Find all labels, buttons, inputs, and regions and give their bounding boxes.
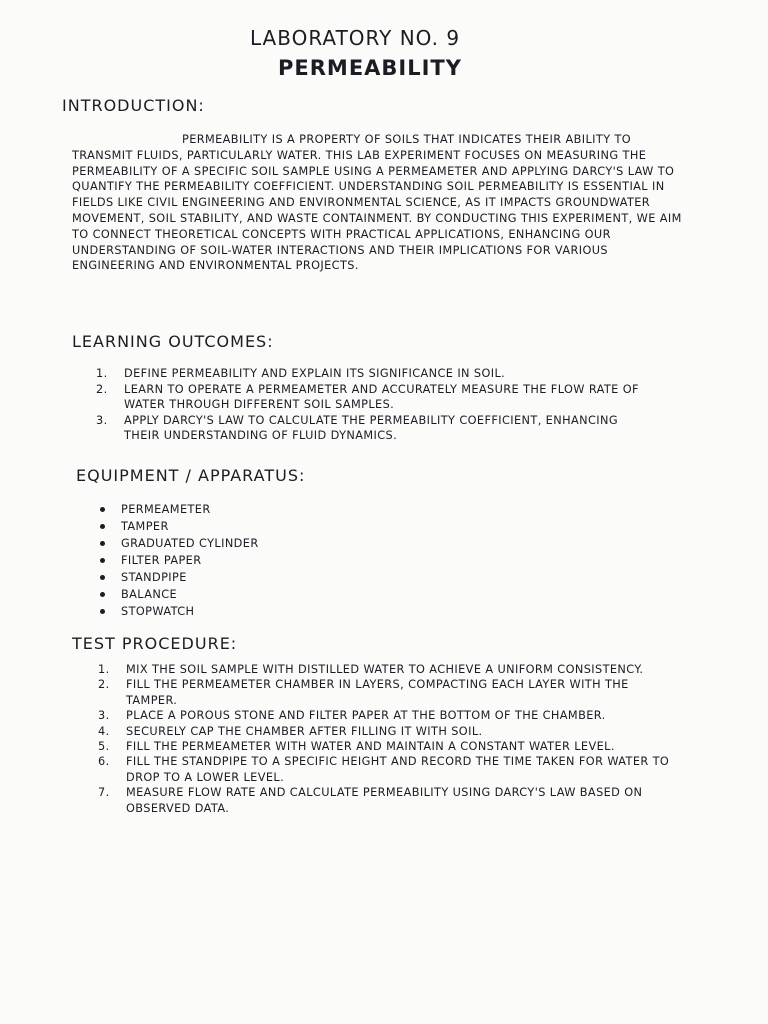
procedure-step: [98, 677, 678, 708]
bullet-icon: [100, 609, 105, 614]
step-text: MEASURE FLOW RATE AND CALCULATE PERMEABILITY USING DARCY'S LAW BASED ON OBSERVED DATA.: [126, 786, 643, 815]
equipment-name: PERMEAMETER: [121, 503, 211, 516]
equipment-list: [100, 501, 400, 620]
lab-number-title: LABORATORY NO. 9: [249, 26, 461, 50]
procedure-step: [98, 739, 678, 754]
equipment-heading: EQUIPMENT / APPARATUS:: [76, 466, 306, 485]
step-number: 5.: [98, 740, 110, 754]
item-number: 3.: [96, 413, 108, 427]
step-number: 7.: [98, 786, 110, 800]
step-text: FILL THE PERMEAMETER CHAMBER IN LAYERS, COMPACTING EACH LAYER WITH THE TAMPER.: [126, 678, 629, 707]
item-text: DEFINE PERMEABILITY AND EXPLAIN ITS SIGNIFICANCE IN SOIL.: [124, 367, 506, 380]
procedure-list: [98, 662, 678, 816]
step-text: FILL THE STANDPIPE TO A SPECIFIC HEIGHT AND RECORD THE TIME TAKEN FOR WATER TO DROP TO A LOWER LEVEL.: [126, 755, 670, 784]
equipment-item: [100, 518, 400, 535]
equipment-name: TAMPER: [121, 520, 169, 533]
procedure-step: [98, 708, 678, 723]
equipment-name: BALANCE: [121, 588, 178, 601]
bullet-icon: [100, 592, 105, 597]
document-title: PERMEABILITY: [278, 56, 462, 80]
bullet-icon: [100, 541, 105, 546]
step-number: 4.: [98, 724, 110, 738]
procedure-step: [98, 724, 678, 739]
procedure-step: [98, 662, 678, 677]
item-number: 2.: [96, 382, 108, 396]
equipment-item: [100, 569, 400, 586]
learning-outcome-item: [96, 413, 656, 444]
introduction-text: PERMEABILITY IS A PROPERTY OF SOILS THAT INDICATES THEIR ABILITY TO TRANSMIT FLUIDS, PARTICULARLY WATER. THIS LAB EXPERIMENT FOCUSES ON MEASURING THE PERMEABILITY OF A SPECIFIC SOIL SAMPLE USING A PERMEAMETER AND APPLYING DARCY'S LAW TO QUANTIFY THE PERMEABILITY COEFFICIENT. UNDERSTANDING SOIL PERMEABILITY IS ESSENTIAL IN FIELDS LIKE CIVIL ENGINEERING AND ENVIRONMENTAL SCIENCE, AS IT IMPACTS GROUNDWATER MOVEMENT, SOIL STABILITY, AND WASTE CONTAINMENT. BY CONDUCTING THIS EXPERIMENT, WE AIM TO CONNECT THEORETICAL CONCEPTS WITH PRACTICAL APPLICATIONS, ENHANCING OUR UNDERSTANDING OF SOIL-WATER INTERACTIONS AND THEIR IMPLICATIONS FOR VARIOUS ENGINEERING AND ENVIRONMENTAL PROJECTS.: [72, 133, 682, 273]
bullet-icon: [100, 575, 105, 580]
learning-outcome-item: [96, 366, 656, 382]
equipment-item: [100, 501, 400, 518]
item-text: APPLY DARCY'S LAW TO CALCULATE THE PERMEABILITY COEFFICIENT, ENHANCING THEIR UNDERSTANDING OF FLUID DYNAMICS.: [124, 413, 618, 442]
learning-outcomes-heading: LEARNING OUTCOMES:: [72, 332, 274, 351]
procedure-step: [98, 754, 678, 785]
item-number: 1.: [96, 367, 108, 380]
step-text: FILL THE PERMEAMETER WITH WATER AND MAINTAIN A CONSTANT WATER LEVEL.: [126, 740, 615, 754]
step-number: 6.: [98, 755, 110, 769]
equipment-item: [100, 603, 400, 620]
introduction-paragraph: [72, 132, 692, 274]
equipment-item: [100, 535, 400, 552]
bullet-icon: [100, 524, 105, 529]
procedure-heading: TEST PROCEDURE:: [72, 634, 238, 653]
equipment-name: GRADUATED CYLINDER: [121, 537, 259, 550]
step-number: 2.: [98, 678, 110, 692]
equipment-item: [100, 586, 400, 603]
introduction-heading: INTRODUCTION:: [62, 96, 205, 115]
item-text: LEARN TO OPERATE A PERMEAMETER AND ACCURATELY MEASURE THE FLOW RATE OF WATER THROUGH DIFFERENT SOIL SAMPLES.: [124, 382, 639, 411]
bullet-icon: [100, 558, 105, 563]
equipment-name: FILTER PAPER: [121, 554, 202, 567]
equipment-item: [100, 552, 400, 569]
learning-outcome-item: [96, 382, 656, 413]
procedure-step: [98, 785, 678, 816]
equipment-name: STOPWATCH: [121, 605, 195, 618]
step-number: 1.: [98, 663, 110, 676]
step-text: MIX THE SOIL SAMPLE WITH DISTILLED WATER TO ACHIEVE A UNIFORM CONSISTENCY.: [126, 663, 644, 676]
bullet-icon: [100, 507, 105, 512]
step-text: SECURELY CAP THE CHAMBER AFTER FILLING IT WITH SOIL.: [126, 724, 483, 738]
learning-outcomes-list: [96, 366, 656, 444]
step-text: PLACE A POROUS STONE AND FILTER PAPER AT THE BOTTOM OF THE CHAMBER.: [126, 709, 606, 723]
equipment-name: STANDPIPE: [121, 571, 187, 584]
step-number: 3.: [98, 709, 110, 723]
